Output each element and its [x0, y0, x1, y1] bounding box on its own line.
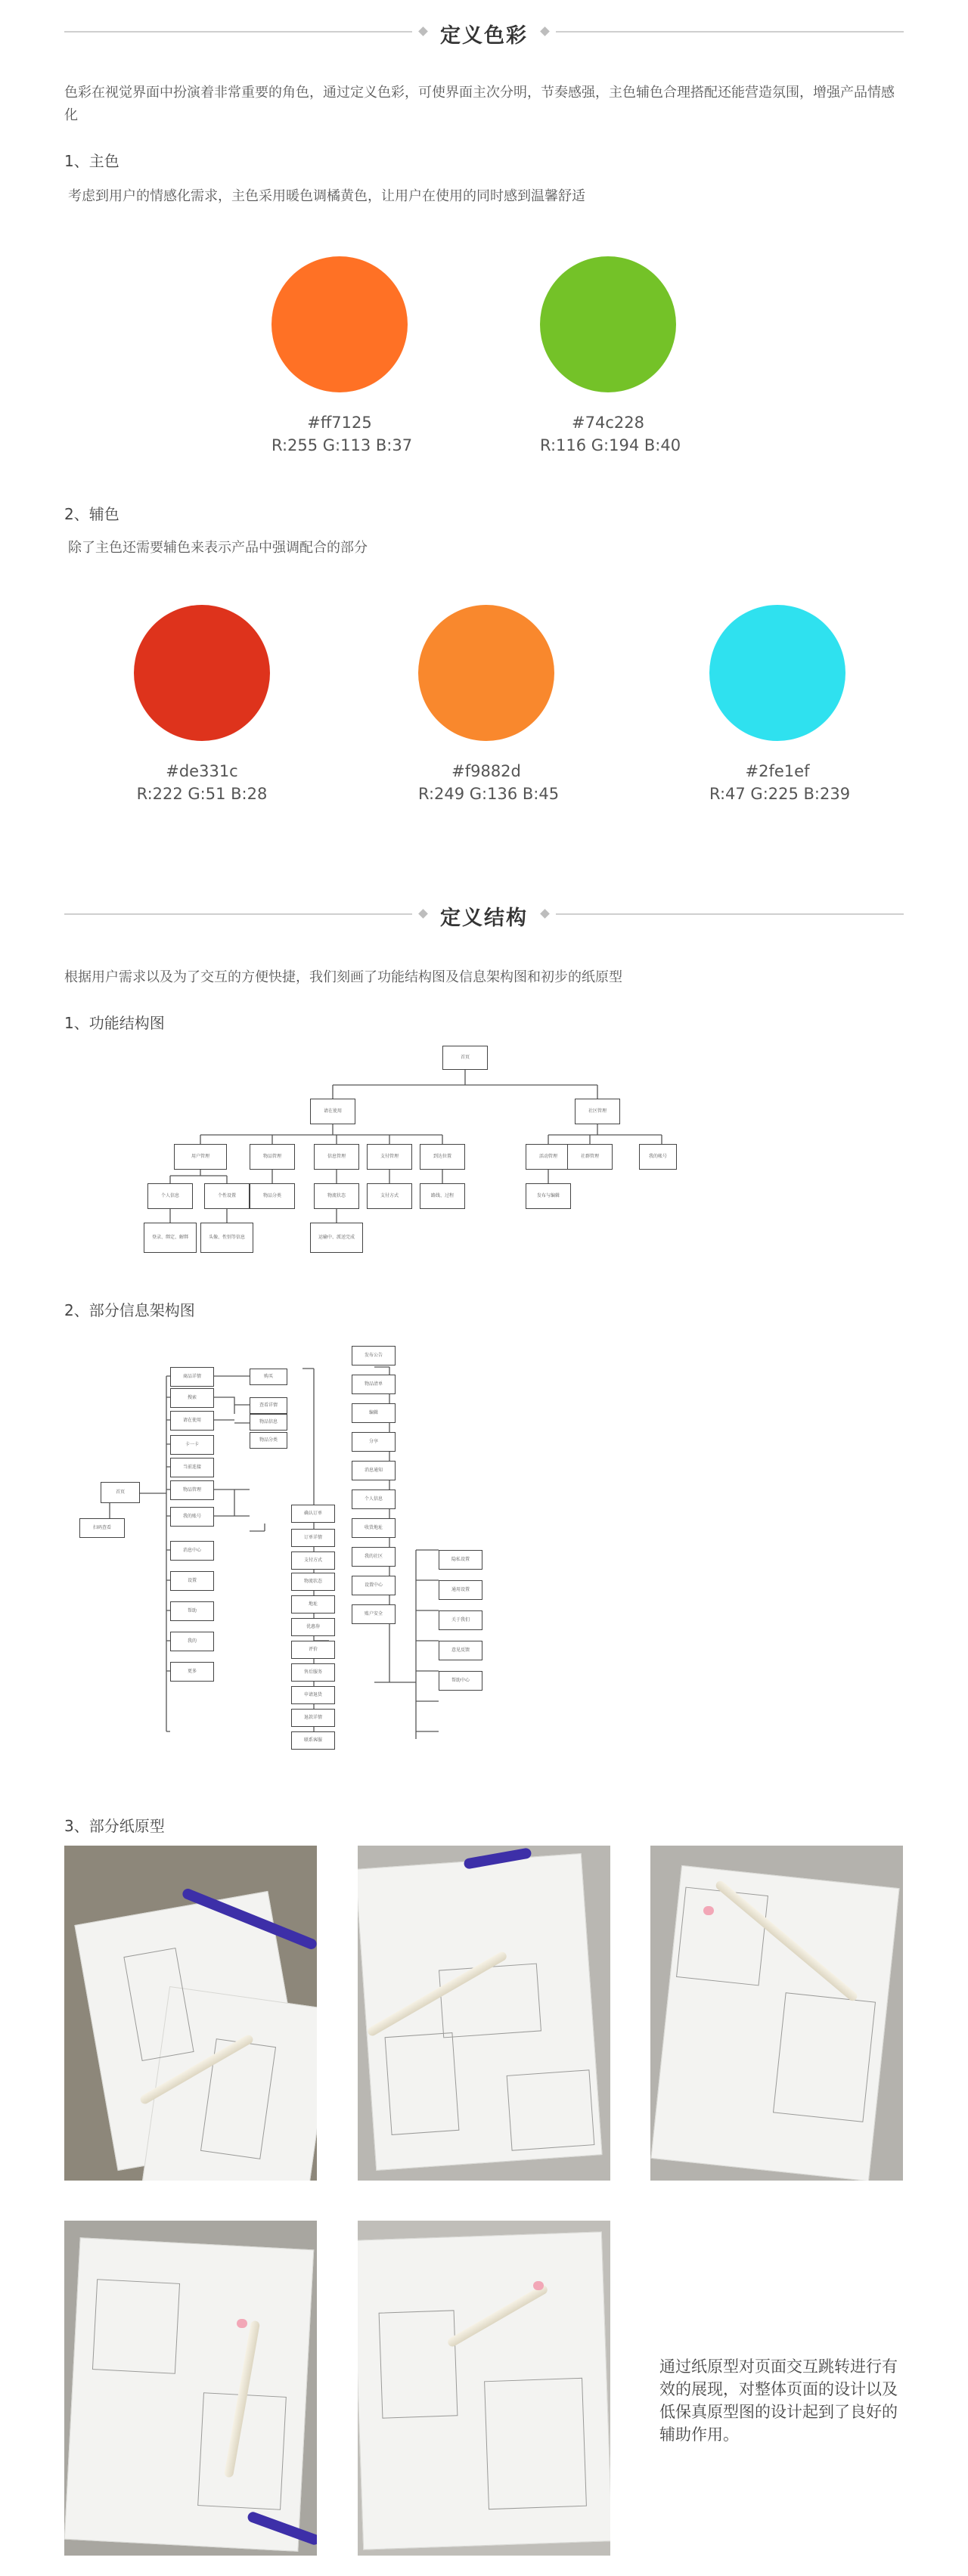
- swatch-rgb: R:255 G:113 B:37: [271, 436, 413, 454]
- color-section-header: [64, 15, 904, 48]
- diagram-node: 申请退货: [291, 1686, 335, 1704]
- color-intro: 色彩在视觉界面中扮演着非常重要的角色，通过定义色彩，可使界面主次分明，节奏感强，主色辅色合理搭配还能营造氛围，增强产品情感化: [64, 85, 895, 123]
- structure-intro: 根据用户需求以及为了交互的方便快捷，我们刻画了功能结构图及信息架构图和初步的纸原型: [64, 969, 622, 985]
- diagram-node: 编辑: [352, 1403, 396, 1423]
- color-circle: [540, 256, 676, 392]
- swatch-hex: #ff7125: [307, 414, 372, 432]
- sketch-frame: [484, 2378, 587, 2509]
- divider-right: [556, 913, 904, 915]
- structure-section-header: [64, 897, 904, 931]
- diagram-node: 评价: [291, 1641, 335, 1659]
- diagram-node: 我的社区: [352, 1547, 396, 1567]
- diagram-node: 物品管理: [170, 1480, 214, 1500]
- diagram-node: 地址: [291, 1595, 335, 1613]
- diagram-node: 个人信息: [147, 1183, 193, 1209]
- diagram-node: 物品信息: [250, 1414, 287, 1431]
- swatch-rgb: R:116 G:194 B:40: [540, 436, 681, 454]
- eraser-tip: [237, 2319, 247, 2328]
- color-circle: [134, 605, 270, 741]
- diagram-node: 消息通知: [352, 1461, 396, 1480]
- swatch-hex: #f9882d: [451, 762, 521, 780]
- color-section-title: 定义色彩: [440, 24, 528, 48]
- diagram-node: 意见反馈: [439, 1641, 482, 1660]
- diagram-node: 请在使用: [310, 1099, 355, 1124]
- primary-heading: 1、主色: [64, 152, 119, 170]
- paper-prototype-photo-2: [358, 1846, 610, 2181]
- color-circle: [709, 605, 845, 741]
- sketch-frame: [507, 2069, 595, 2150]
- paper-proto-heading: 3、部分纸原型: [64, 1817, 165, 1835]
- diagram-node: 物品分类: [250, 1432, 287, 1449]
- diagram-node: 关于我们: [439, 1610, 482, 1630]
- diagram-node: 联系客服: [291, 1731, 335, 1750]
- diagram-node: 个人信息: [352, 1489, 396, 1509]
- diagram-node: 卡一卡: [170, 1435, 214, 1455]
- diagram-node: 收货地址: [352, 1518, 396, 1538]
- diagram-node-root: 首页: [442, 1046, 488, 1070]
- diagram-node: 隐私设置: [439, 1550, 482, 1570]
- diagram-node: 到达位置: [420, 1144, 465, 1170]
- diagram-node: 设置: [170, 1571, 214, 1591]
- diagram-node: 物品管理: [250, 1144, 295, 1170]
- eraser-tip: [703, 1906, 714, 1915]
- function-map-heading: 1、功能结构图: [64, 1014, 165, 1032]
- secondary-desc: 除了主色还需要辅色来表示产品中强调配合的部分: [68, 540, 368, 556]
- swatch-hex: #2fe1ef: [745, 762, 810, 780]
- diagram-node: 售后服务: [291, 1663, 335, 1682]
- diagram-node: 物品分类: [250, 1183, 295, 1209]
- paper-proto-caption: 通过纸原型对页面交互跳转进行有效的展现，对整体页面的设计以及低保真原型图的设计起到了良好的辅助作用。: [659, 2357, 898, 2444]
- divider-right: [556, 31, 904, 33]
- diagram-node: 确认订单: [291, 1505, 335, 1523]
- diagram-node: 退款详情: [291, 1709, 335, 1727]
- diagram-node: 物品清单: [352, 1375, 396, 1394]
- diagram-node: 商品详情: [170, 1367, 214, 1387]
- diagram-node: 活动管理: [526, 1144, 571, 1170]
- sketch-frame: [676, 1887, 768, 1986]
- diagram-node: 消息中心: [170, 1541, 214, 1561]
- diagram-node: 当前连接: [170, 1458, 214, 1477]
- diagram-node: 更多: [170, 1662, 214, 1682]
- diagram-node: 账户安全: [352, 1604, 396, 1624]
- swatch-light-orange: [418, 605, 560, 803]
- sketch-frame: [92, 2279, 180, 2374]
- diagram-node: 请在使用: [170, 1411, 214, 1431]
- diagram-node: 购买: [250, 1369, 287, 1385]
- diagram-node: 支付方式: [367, 1183, 412, 1209]
- color-circle: [271, 256, 408, 392]
- diagram-node: 帮助: [170, 1601, 214, 1621]
- diagram-node: 发布与编辑: [526, 1183, 571, 1209]
- diagram-node: 优惠券: [291, 1618, 335, 1636]
- info-arch-heading: 2、部分信息架构图: [64, 1301, 195, 1319]
- diagram-node: 信息管理: [314, 1144, 359, 1170]
- diagram-node: 支付方式: [291, 1551, 335, 1570]
- swatch-orange: [271, 256, 413, 454]
- paper-prototype-photo-1: [64, 1846, 317, 2181]
- sketch-frame: [379, 2310, 458, 2418]
- swatch-hex: #de331c: [166, 762, 238, 780]
- diagram-node: 物流状态: [291, 1573, 335, 1591]
- function-structure-diagram: [140, 1046, 677, 1257]
- structure-section-title: 定义结构: [440, 907, 528, 930]
- swatch-hex: #74c228: [572, 414, 644, 432]
- diagram-node: 通用设置: [439, 1580, 482, 1600]
- primary-desc: 考虑到用户的情感化需求，主色采用暖色调橘黄色，让用户在使用的同时感到温馨舒适: [68, 188, 585, 204]
- swatch-rgb: R:47 G:225 B:239: [709, 785, 851, 803]
- diagram-node: 发布公告: [352, 1346, 396, 1365]
- eraser-tip: [533, 2281, 544, 2290]
- diagram-node: 帮助中心: [439, 1671, 482, 1691]
- diagram-node: 我的账号: [170, 1507, 214, 1527]
- diagram-node: 首页: [101, 1482, 140, 1503]
- sketch-frame: [385, 2032, 460, 2135]
- info-architecture-diagram: [79, 1331, 503, 1754]
- diagram-node: 社区管理: [575, 1099, 620, 1124]
- paper-prototype-photo-4: [64, 2221, 317, 2556]
- diagram-node: 登录、绑定、解绑: [144, 1223, 197, 1253]
- swatch-cyan: [709, 605, 851, 803]
- paper-prototype-photo-3: [650, 1846, 903, 2181]
- diagram-node: 个性设置: [204, 1183, 250, 1209]
- diagram-node: 支付管理: [367, 1144, 412, 1170]
- diagram-node: 路线、过程: [420, 1183, 465, 1209]
- swatch-rgb: R:222 G:51 B:28: [136, 785, 268, 803]
- diagram-node: 搜索: [170, 1388, 214, 1408]
- diagram-node: 设置中心: [352, 1576, 396, 1595]
- swatch-green: [540, 256, 681, 454]
- diagram-node: 运输中、派送完成: [310, 1223, 363, 1253]
- sketch-frame: [773, 1992, 876, 2122]
- diagram-node: 我的帐号: [639, 1144, 677, 1170]
- diagram-node: 查看详情: [250, 1397, 287, 1414]
- secondary-heading: 2、辅色: [64, 505, 119, 523]
- swatch-red: [134, 605, 270, 803]
- diagram-node: 扫码查看: [79, 1518, 125, 1538]
- diagram-node: 头像、性别等信息: [200, 1223, 253, 1253]
- diagram-node: 分享: [352, 1432, 396, 1452]
- diagram-node: 我的: [170, 1632, 214, 1651]
- paper-prototype-photo-5: [358, 2221, 610, 2556]
- sketch-frame: [439, 1964, 541, 2038]
- color-circle: [418, 605, 554, 741]
- diagram-node: 社群管理: [567, 1144, 613, 1170]
- diagram-node: 订单详情: [291, 1529, 335, 1547]
- swatch-rgb: R:249 G:136 B:45: [418, 785, 560, 803]
- diagram-node: 用户管理: [174, 1144, 227, 1170]
- diagram-node: 物流状态: [314, 1183, 359, 1209]
